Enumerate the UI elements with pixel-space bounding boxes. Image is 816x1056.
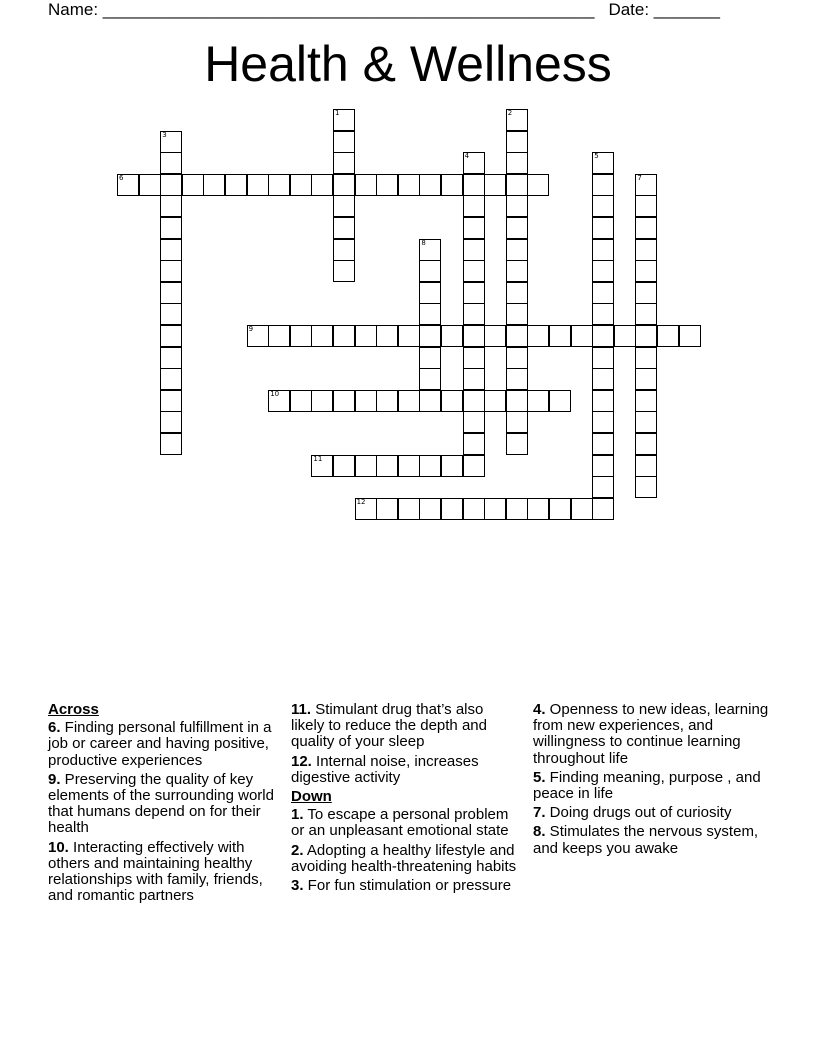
crossword-cell[interactable]: [592, 476, 614, 498]
clue-item-text: Preserving the quality of key elements of the surrounding world that humans depend on for their health: [48, 770, 274, 837]
crossword-cell[interactable]: [268, 325, 290, 347]
crossword-cell[interactable]: [463, 347, 485, 369]
down-clue-list: [291, 807, 519, 894]
crossword-cell[interactable]: [160, 152, 182, 174]
crossword-cell[interactable]: [484, 174, 506, 196]
clue-item: [291, 754, 519, 786]
crossword-cell[interactable]: [376, 455, 398, 477]
crossword-cell[interactable]: [463, 217, 485, 239]
crossword-cell[interactable]: [333, 174, 355, 196]
crossword-cell[interactable]: [117, 174, 139, 196]
clue-item-text: To escape a personal problem or an unpleasant emotional state: [291, 806, 509, 840]
crossword-cell[interactable]: [139, 174, 161, 196]
crossword-cell[interactable]: [333, 260, 355, 282]
crossword-cell[interactable]: [376, 498, 398, 520]
clue-item-text: For fun stimulation or pressure: [303, 877, 512, 895]
crossword-cell[interactable]: [311, 390, 333, 412]
crossword-cell[interactable]: [333, 390, 355, 412]
crossword-cell[interactable]: [592, 239, 614, 261]
clue-item: [48, 720, 284, 769]
crossword-cell[interactable]: [441, 325, 463, 347]
crossword-cell[interactable]: [592, 195, 614, 217]
crossword-cell[interactable]: [679, 325, 701, 347]
crossword-cell[interactable]: [160, 260, 182, 282]
crossword-cell[interactable]: [592, 282, 614, 304]
crossword-cell[interactable]: [160, 239, 182, 261]
crossword-cell[interactable]: [398, 174, 420, 196]
crossword-cell[interactable]: [333, 109, 355, 131]
crossword-cell[interactable]: [635, 411, 657, 433]
clue-item-text: Adopting a healthy lifestyle and avoiding health-threatening habits: [291, 841, 517, 875]
clue-item: [291, 878, 519, 894]
crossword-cell[interactable]: [333, 325, 355, 347]
clue-item-text: Interacting effectively with others and maintaining healthy relationships with family, friends, and romantic partners: [48, 838, 263, 905]
crossword-cell[interactable]: [333, 131, 355, 153]
crossword-cell[interactable]: [419, 325, 441, 347]
crossword-cell[interactable]: [635, 195, 657, 217]
crossword-cell[interactable]: [506, 109, 528, 131]
crossword-cell[interactable]: [398, 390, 420, 412]
crossword-cell[interactable]: [333, 455, 355, 477]
crossword-cell[interactable]: [355, 325, 377, 347]
down-clue-list-continued: [533, 702, 769, 857]
clue-number: 10: [270, 389, 280, 398]
crossword-cell[interactable]: [506, 152, 528, 174]
crossword-cell[interactable]: [635, 347, 657, 369]
crossword-cell[interactable]: [635, 476, 657, 498]
clue-item-number: 4.: [533, 701, 546, 718]
clue-item-text: Doing drugs out of curiosity: [545, 804, 732, 822]
crossword-cell[interactable]: [506, 174, 528, 196]
crossword-cell[interactable]: [463, 152, 485, 174]
clue-item-number: 10.: [48, 838, 69, 856]
crossword-cell[interactable]: [333, 239, 355, 261]
clue-number: 11: [313, 454, 323, 463]
crossword-cell[interactable]: [635, 260, 657, 282]
crossword-cell[interactable]: [549, 390, 571, 412]
crossword-cell[interactable]: [635, 325, 657, 347]
crossword-cell[interactable]: [484, 325, 506, 347]
crossword-cell[interactable]: [225, 174, 247, 196]
crossword-cell[interactable]: [419, 390, 441, 412]
across-clue-list: [48, 720, 284, 904]
crossword-cell[interactable]: [160, 368, 182, 390]
crossword-cell[interactable]: [290, 325, 312, 347]
crossword-cell[interactable]: [160, 347, 182, 369]
crossword-cell[interactable]: [311, 325, 333, 347]
crossword-cell[interactable]: [333, 195, 355, 217]
crossword-cell[interactable]: [376, 390, 398, 412]
crossword-cell[interactable]: [355, 390, 377, 412]
clues-column-2: [291, 702, 519, 897]
crossword-cell[interactable]: [592, 433, 614, 455]
clue-item: [291, 843, 519, 875]
crossword-cell[interactable]: [592, 217, 614, 239]
crossword-cell[interactable]: [463, 390, 485, 412]
crossword-cell[interactable]: [506, 260, 528, 282]
clue-item-number: 2.: [291, 841, 304, 859]
crossword-cell[interactable]: [398, 455, 420, 477]
crossword-cell[interactable]: [160, 282, 182, 304]
crossword-cell[interactable]: [506, 390, 528, 412]
crossword-cell[interactable]: [592, 411, 614, 433]
crossword-cell[interactable]: [419, 347, 441, 369]
page-title: Health & Wellness: [204, 36, 612, 92]
clue-item: [533, 824, 769, 856]
crossword-cell[interactable]: [160, 390, 182, 412]
crossword-cell[interactable]: [463, 303, 485, 325]
crossword-cell[interactable]: [506, 217, 528, 239]
crossword-cell[interactable]: [355, 498, 377, 520]
crossword-cell[interactable]: [592, 347, 614, 369]
crossword-cell[interactable]: [635, 282, 657, 304]
crossword-cell[interactable]: [463, 195, 485, 217]
crossword-cell[interactable]: [268, 390, 290, 412]
crossword-cell[interactable]: [592, 152, 614, 174]
crossword-cell[interactable]: [592, 368, 614, 390]
clue-item-number: 7.: [533, 804, 546, 822]
crossword-cell[interactable]: [592, 325, 614, 347]
crossword-cell[interactable]: [657, 325, 679, 347]
crossword-cell[interactable]: [463, 368, 485, 390]
crossword-cell[interactable]: [203, 174, 225, 196]
date-label: Date: _______: [608, 0, 720, 19]
crossword-cell[interactable]: [506, 282, 528, 304]
crossword-cell[interactable]: [160, 325, 182, 347]
crossword-cell[interactable]: [182, 174, 204, 196]
crossword-cell[interactable]: [506, 411, 528, 433]
crossword-cell[interactable]: [311, 455, 333, 477]
clue-item-number: 9.: [48, 770, 61, 788]
clue-number: 9: [248, 325, 254, 333]
crossword-cell[interactable]: [441, 390, 463, 412]
crossword-cell[interactable]: [571, 498, 593, 520]
crossword-cell[interactable]: [506, 195, 528, 217]
crossword-cell[interactable]: [592, 303, 614, 325]
crossword-cell[interactable]: [592, 174, 614, 196]
crossword-cell[interactable]: [160, 411, 182, 433]
crossword-cell[interactable]: [635, 390, 657, 412]
crossword-cell[interactable]: [506, 368, 528, 390]
clue-item-number: 11.: [291, 701, 312, 718]
across-heading: Across: [48, 701, 99, 718]
crossword-cell[interactable]: [592, 498, 614, 520]
crossword-cell[interactable]: [635, 303, 657, 325]
clue-item: [533, 770, 769, 802]
crossword-cell[interactable]: [290, 390, 312, 412]
crossword-cell[interactable]: [527, 498, 549, 520]
crossword-cell[interactable]: [614, 325, 636, 347]
clue-item: [48, 840, 284, 905]
crossword-cell[interactable]: [419, 260, 441, 282]
crossword-cell[interactable]: [506, 303, 528, 325]
clue-item: [48, 772, 284, 837]
crossword-cell[interactable]: [355, 174, 377, 196]
clue-number: 1: [335, 109, 340, 117]
clue-item-text: Stimulant drug that’s also likely to reduce the depth and quality of your sleep: [291, 701, 487, 751]
crossword-cell[interactable]: [333, 152, 355, 174]
crossword-cell[interactable]: [463, 455, 485, 477]
crossword-cell[interactable]: [160, 174, 182, 196]
crossword-cell[interactable]: [506, 433, 528, 455]
crossword-cell[interactable]: [506, 131, 528, 153]
clue-item-number: 8.: [533, 823, 546, 841]
crossword-cell[interactable]: [463, 239, 485, 261]
crossword-cell[interactable]: [247, 325, 269, 347]
crossword-cell[interactable]: [333, 217, 355, 239]
crossword-cell[interactable]: [635, 174, 657, 196]
clue-item: [291, 807, 519, 839]
crossword-cell[interactable]: [635, 455, 657, 477]
clue-item-text: Finding meaning, purpose , and peace in life: [533, 768, 761, 803]
crossword-cell[interactable]: [441, 455, 463, 477]
crossword-cell[interactable]: [527, 325, 549, 347]
crossword-cell[interactable]: [635, 433, 657, 455]
clue-number: 3: [162, 130, 167, 139]
clue-item-text: Internal noise, increases digestive activity: [291, 752, 479, 786]
clue-item-text: Stimulates the nervous system, and keeps you awake: [533, 823, 759, 857]
clues-column-3: [533, 702, 769, 860]
clue-number: 7: [637, 173, 642, 182]
crossword-cell[interactable]: [463, 282, 485, 304]
crossword-cell[interactable]: [419, 239, 441, 261]
crossword-cell[interactable]: [398, 325, 420, 347]
clue-number: 8: [421, 238, 426, 247]
clue-number: 2: [507, 109, 513, 117]
crossword-cell[interactable]: [484, 390, 506, 412]
crossword-cell[interactable]: [635, 239, 657, 261]
crossword-cell[interactable]: [160, 131, 182, 153]
crossword-cell[interactable]: [571, 325, 593, 347]
crossword-cell[interactable]: [463, 433, 485, 455]
crossword-cell[interactable]: [506, 347, 528, 369]
crossword-cell[interactable]: [463, 260, 485, 282]
crossword-cell[interactable]: [398, 498, 420, 520]
crossword-cell[interactable]: [463, 411, 485, 433]
clue-item: [291, 702, 519, 751]
crossword-cell[interactable]: [419, 303, 441, 325]
crossword-cell[interactable]: [506, 239, 528, 261]
clue-item-number: 5.: [533, 768, 546, 786]
crossword-cell[interactable]: [160, 303, 182, 325]
clue-item-number: 1.: [291, 806, 304, 824]
clue-item-text: Finding personal fulfillment in a job or career and having positive, productive experiences: [48, 719, 272, 769]
crossword-cell[interactable]: [484, 498, 506, 520]
crossword-cell[interactable]: [441, 498, 463, 520]
crossword-cell[interactable]: [160, 195, 182, 217]
crossword-cell[interactable]: [419, 455, 441, 477]
clues-column-1: [48, 702, 284, 907]
crossword-cell[interactable]: [463, 174, 485, 196]
crossword-cell[interactable]: [549, 325, 571, 347]
clue-item: [533, 702, 769, 767]
clue-item-number: 3.: [291, 877, 304, 895]
crossword-cell[interactable]: [635, 368, 657, 390]
crossword-cell[interactable]: [311, 174, 333, 196]
crossword-cell[interactable]: [463, 325, 485, 347]
crossword-cell[interactable]: [592, 455, 614, 477]
crossword-cell[interactable]: [549, 498, 571, 520]
crossword-cell[interactable]: [160, 217, 182, 239]
clue-number: 5: [594, 152, 599, 161]
crossword-cell[interactable]: [506, 498, 528, 520]
crossword-cell[interactable]: [441, 174, 463, 196]
across-clue-list-continued: [291, 702, 519, 786]
down-heading: Down: [291, 788, 332, 806]
clue-number: 6: [119, 173, 124, 182]
crossword-cell[interactable]: [247, 174, 269, 196]
crossword-cell[interactable]: [419, 174, 441, 196]
clue-number: 4: [464, 152, 470, 161]
crossword-cell[interactable]: [160, 433, 182, 455]
crossword-cell[interactable]: [635, 217, 657, 239]
clue-item-number: 6.: [48, 719, 61, 737]
clue-number: 12: [356, 497, 366, 506]
crossword-cell[interactable]: [527, 390, 549, 412]
clue-item-text: Openness to new ideas, learning from new experiences, and willingness to continue learning throughout life: [533, 701, 769, 767]
crossword-cell[interactable]: [419, 498, 441, 520]
crossword-cell[interactable]: [419, 368, 441, 390]
clue-item: [533, 805, 769, 821]
name-label: Name: ____________________________________________________: [48, 0, 595, 19]
crossword-cell[interactable]: [592, 260, 614, 282]
crossword-cell[interactable]: [376, 325, 398, 347]
crossword-cell[interactable]: [592, 390, 614, 412]
crossword-cell[interactable]: [376, 174, 398, 196]
crossword-cell[interactable]: [268, 174, 290, 196]
clue-item-number: 12.: [291, 752, 312, 770]
crossword-cell[interactable]: [506, 325, 528, 347]
crossword-cell[interactable]: [355, 455, 377, 477]
crossword-cell[interactable]: [290, 174, 312, 196]
crossword-cell[interactable]: [419, 282, 441, 304]
crossword-cell[interactable]: [463, 498, 485, 520]
crossword-cell[interactable]: [527, 174, 549, 196]
